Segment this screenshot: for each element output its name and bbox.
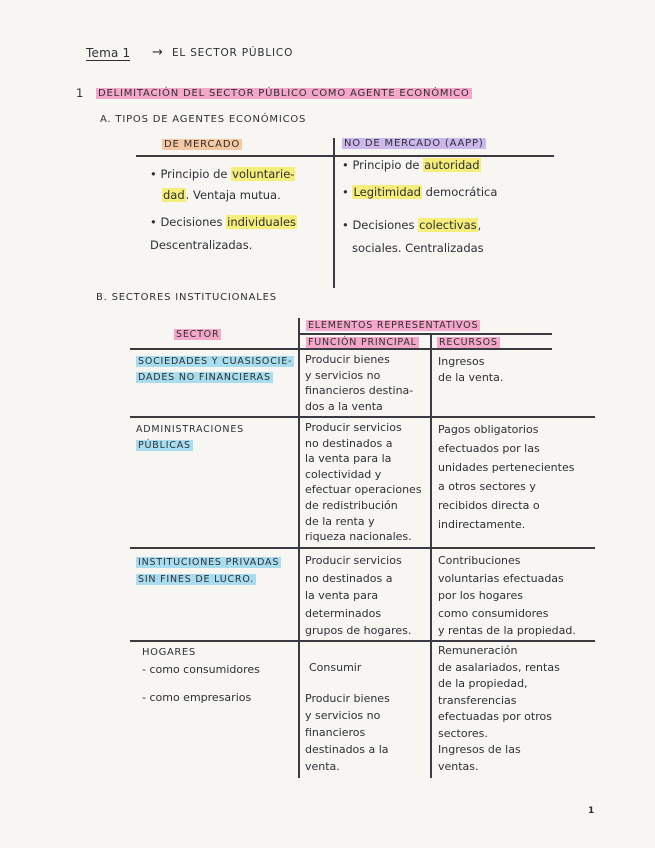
text: Producir servicios [305,554,402,567]
text: colectividad y [305,467,382,481]
row4-funcion [305,690,390,775]
row3-sector [136,554,281,588]
text: financieros [305,726,366,739]
text: Pagos obligatorios [438,423,539,436]
no-mercado-item-3 [342,214,484,260]
text: transferencias [438,693,517,707]
text: y servicios no [305,368,381,382]
text: Principio de [352,158,424,172]
text: Producir bienes [305,353,390,366]
grid-line [300,333,552,335]
text: recibidos directa o [438,499,540,512]
bullet-icon: • [150,215,157,229]
highlight: colectivas [419,218,477,232]
row1-recursos [438,354,503,385]
text: Producir servicios [305,421,402,434]
text: Descentralizadas. [150,238,253,252]
grid-line [430,333,432,778]
text: por los hogares [438,589,523,602]
text: de la venta. [438,370,504,384]
highlight: Legitimidad [353,185,421,199]
text: y rentas de la propiedad. [438,624,576,637]
agents-table-vline [333,138,335,288]
highlight: individuales [227,215,297,229]
text: efectuadas por otros [438,710,552,723]
text: SIN FINES DE LUCRO. [138,574,255,585]
highlight: voluntarie- [232,167,295,181]
section1-heading-text: DELIMITACIÓN DEL SECTOR PÚBLICO COMO AGENTE ECONÓMICO [98,88,470,99]
grid-line [298,318,300,778]
section-number: 1 [76,86,84,100]
text: de la propiedad, [438,677,528,690]
header-funcion [306,337,419,348]
page-number: 1 [588,806,595,816]
highlight: autoridad [424,158,480,172]
subsection-a-heading: A. TIPOS DE AGENTES ECONÓMICOS [100,114,307,125]
row3-funcion [305,552,411,640]
header-elementos-text: ELEMENTOS REPRESENTATIVOS [308,320,479,331]
grid-line [130,348,552,350]
header-elementos [306,320,480,331]
text: democrática [421,185,498,199]
text: ventas. [438,759,479,773]
text: , [477,218,482,232]
text: de redistribución [305,498,398,512]
text: PÚBLICAS [138,439,191,451]
text: Ingresos de las [438,743,521,756]
row4-sector-empresarios: - como empresarios [142,691,252,704]
no-mercado-item-1 [342,158,481,174]
bullet-icon: • [342,218,349,232]
header-funcion-text: FUNCIÓN PRINCIPAL [308,337,417,348]
row1-funcion [305,352,413,414]
col-header-mercado [162,139,242,150]
text: . Ventaja mutua. [185,188,281,202]
subsection-b-heading: B. SECTORES INSTITUCIONALES [96,292,277,303]
col-header-no-mercado-text: NO DE MERCADO (AAPP) [344,138,484,149]
text: voluntarias efectuadas [438,571,564,585]
text: no destinados a [305,436,393,450]
row4-sector-consumidores: - como consumidores [142,663,260,676]
text: Contribuciones [438,554,521,567]
text: destinados a la [305,743,389,756]
title-tema [86,46,130,60]
text: financieros destina- [305,384,414,398]
row2-recursos [438,420,574,534]
text: ADMINISTRACIONES [136,424,244,435]
text: la venta para la [305,452,392,466]
highlight: dad [163,188,185,202]
text: grupos de hogares. [305,624,412,637]
text: unidades pertenecientes [438,461,575,474]
text: la venta para [305,589,379,602]
text: riqueza nacionales. [305,530,412,544]
mercado-item-2 [150,211,297,257]
page-title: EL SECTOR PÚBLICO [172,47,294,59]
bullet-icon: • [342,158,349,172]
col-header-mercado-text: DE MERCADO [164,139,240,150]
text: DADES NO FINANCIERAS [138,371,271,383]
text: venta. [305,760,340,773]
row4-funcion-consumo: Consumir [309,661,362,674]
grid-line [130,547,595,549]
text: sectores. [438,726,488,740]
title-arrow: → [152,45,164,60]
text: Ingresos [438,355,485,368]
section1-heading [96,88,472,99]
tema-label: Tema 1 [86,46,131,60]
text: SOCIEDADES Y CUASISOCIE- [138,356,293,367]
text: Decisiones [352,218,419,232]
no-mercado-item-2 [342,185,497,201]
bullet-icon: • [150,167,157,181]
text: efectuar operaciones [305,483,422,497]
header-recursos [437,337,500,348]
row2-funcion [305,420,422,545]
grid-line [130,416,595,418]
text: efectuados por las [438,442,540,455]
row1-sector [136,354,294,385]
text: indirectamente. [438,518,526,531]
text: HOGARES [142,647,196,658]
text: determinados [305,606,382,620]
text: como consumidores [438,606,549,620]
text: a otros sectores y [438,480,536,493]
text: Principio de [160,167,232,181]
agents-table-hline [136,155,554,157]
grid-line [130,640,595,642]
text: de asalariados, rentas [438,660,560,674]
header-sector-text: SECTOR [176,329,220,340]
row4-recursos [438,643,560,775]
text: dos a la venta [305,399,383,413]
row3-recursos [438,552,576,640]
text: no destinados a [305,571,393,585]
text: Decisiones [160,215,227,229]
bullet-icon: • [342,185,349,199]
text: y servicios no [305,709,381,722]
header-recursos-text: RECURSOS [439,337,498,348]
text: INSTITUCIONES PRIVADAS [138,557,280,568]
mercado-item-1 [150,164,295,206]
text: de la renta y [305,514,375,528]
text: Producir bienes [305,692,390,705]
text: Remuneración [438,644,518,657]
text: sociales. Centralizadas [352,241,484,255]
col-header-no-mercado [342,138,486,149]
header-sector [174,329,221,340]
row2-sector [136,422,244,453]
row4-sector [142,645,196,661]
